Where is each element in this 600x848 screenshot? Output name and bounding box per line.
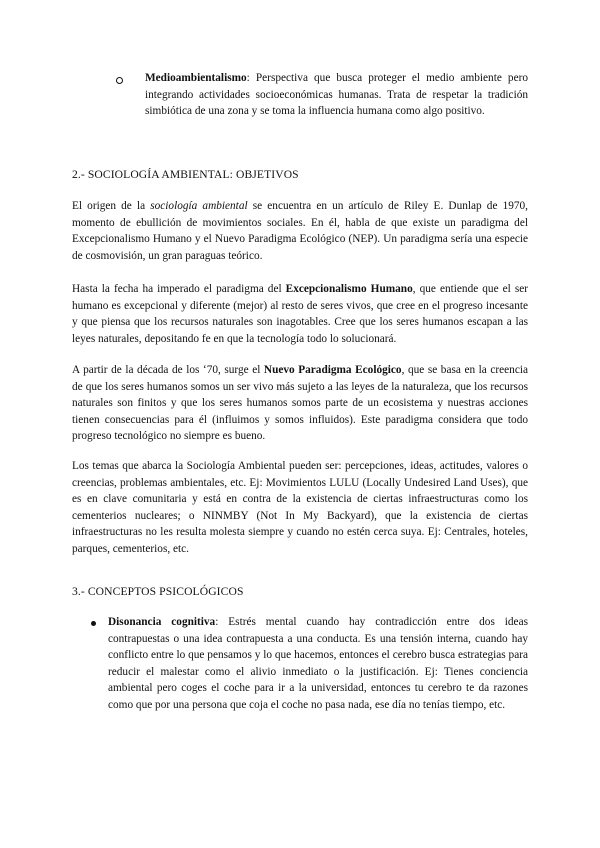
paragraph-excepcionalismo: [72, 281, 528, 347]
paragraph-text: A partir de la década de los ‘70, surge el: [72, 364, 264, 376]
paragraph-text: El origen de la: [72, 200, 151, 212]
paragraph-nuevo-paradigma: [72, 362, 528, 445]
section-heading-sociologia: 2.- SOCIOLOGÍA AMBIENTAL: OBJETIVOS: [72, 168, 299, 181]
definition-text: : Estrés mental cuando hay contradicción entre dos ideas contrapuestas o una idea contrapuesta a una conducta. Es una tensión interna, cuando hay conflicto entre lo que pensamos y lo que hacemos, entonces el cerebro busca estrategias para reducir el malestar como el alivio inmediato o la justificación. Ej: Tienes conciencia ambiental pero coges el coche para ir a la universidad, entonces tu cerebro te da razones como que por una persona que coja el coche no pasa nada, ese día no tenías tiempo, etc.: [108, 616, 528, 711]
paragraph-text: se encuentra en un artículo de Riley E. Dunlap de 1970, momento de ebullición de movimientos sociales. En él, habla de que existe un paradigma del Excepcionalismo Humano y el Nuevo Paradigma Ecológico (NEP). Un paradigma sería una especie de cosmovisión, un gran paraguas teórico.: [72, 200, 529, 262]
bold-term: Nuevo Paradigma Ecológico: [263, 364, 402, 376]
paragraph-text: , que se basa en la creencia de que los seres humanos somos un ser vivo más sujeto a las leyes de la naturaleza, que los recursos naturales son finitos y que los seres humanos somos parte de un ecosistema y nuestras acciones tienen consecuencias para él (influimos y somos influidos). Este paradigma considera que todo progreso tecnológico no siempre es bueno.: [72, 364, 528, 442]
paragraph-origen: [72, 198, 528, 264]
paragraph-text: Hasta la fecha ha imperado el paradigma del: [72, 283, 286, 295]
circle-bullet-icon: [116, 77, 123, 84]
term-disonancia: Disonancia cognitiva: [108, 616, 216, 628]
paragraph-text: , que entiende que el ser humano es excepcional y diferente (mejor) al resto de seres vivos, que cree en el progreso incesante y que piensa que los recursos naturales son inagotables. Cree que los seres humanos escapan a las leyes naturales, depositando fe en que la tecnología todo lo solucionará.: [72, 283, 529, 345]
list-item-disonancia: [108, 614, 528, 713]
list-item-medioambientalismo: [145, 70, 528, 120]
bold-term: Excepcionalismo Humano: [285, 283, 413, 295]
section-heading-conceptos: 3.- CONCEPTOS PSICOLÓGICOS: [72, 585, 244, 598]
italic-term: sociología ambiental: [150, 200, 248, 212]
definition-text: : Perspectiva que busca proteger el medio ambiente pero integrando actividades socioeconómicas humanas. Trata de respetar la tradición simbiótica de una zona y se toma la influencia humana como algo positivo.: [145, 72, 528, 117]
bullet-dot-icon: [91, 621, 96, 626]
term-medioambientalismo: Medioambientalismo: [145, 72, 247, 84]
paragraph-temas: Los temas que abarca la Sociología Ambiental pueden ser: percepciones, ideas, actitudes, valores o creencias, problemas ambientales, etc. Ej: Movimientos LULU (Locally Undesired Land Uses), que es en clave comunitaria y está en contra de la existencia de ciertas infraestructuras como los cementerios nucleares; o NINMBY (Not In My Backyard), que la existencia de ciertas infraestructuras no les resulta molesta siempre y cuando no estén cerca suya. Ej: Centrales, hoteles, parques, cementerios, etc.: [72, 460, 528, 555]
